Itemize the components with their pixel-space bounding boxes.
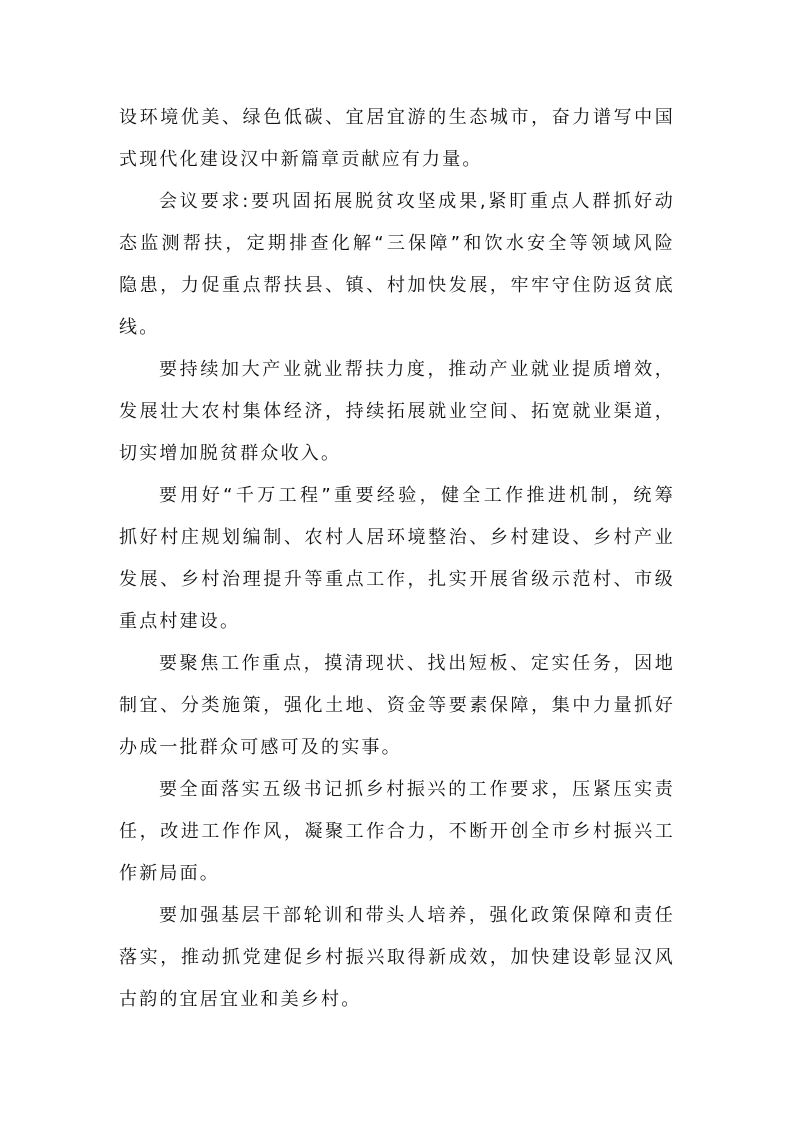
text-line: 态监测帮扶，定期排查化解“三保障”和饮水安全等领域风险 <box>119 233 675 254</box>
paragraph <box>119 475 675 643</box>
paragraph <box>119 349 675 475</box>
text-line: 重点村建设。 <box>119 611 241 632</box>
text-line: 作新局面。 <box>119 863 220 884</box>
text-line: 会议要求:要巩固拓展脱贫攻坚成果,紧盯重点人群抓好动 <box>159 191 675 212</box>
text-line: 制宜、分类施策，强化土地、资金等要素保障，集中力量抓好 <box>119 695 675 716</box>
paragraph <box>119 181 675 349</box>
text-line: 要聚焦工作重点，摸清现状、找出短板、定实任务，因地 <box>159 653 675 674</box>
text-line: 设环境优美、绿色低碳、宜居宜游的生态城市，奋力谱写中国 <box>119 107 675 128</box>
text-line: 落实，推动抓党建促乡村振兴取得新成效，加快建设彰显汉风 <box>119 947 675 968</box>
text-line: 古韵的宜居宜业和美乡村。 <box>119 989 362 1010</box>
paragraph <box>119 769 675 895</box>
paragraph <box>119 895 675 1021</box>
paragraph <box>119 97 675 181</box>
text-line: 办成一批群众可感可及的实事。 <box>119 737 402 758</box>
document-body <box>119 97 675 1021</box>
text-line: 发展、乡村治理提升等重点工作，扎实开展省级示范村、市级 <box>119 569 675 590</box>
text-line: 隐患，力促重点帮扶县、镇、村加快发展，牢牢守住防返贫底 <box>119 275 675 296</box>
text-line: 要加强基层干部轮训和带头人培养，强化政策保障和责任 <box>159 905 675 926</box>
text-line: 发展壮大农村集体经济，持续拓展就业空间、拓宽就业渠道， <box>119 401 675 422</box>
text-line: 切实增加脱贫群众收入。 <box>119 443 342 464</box>
text-line: 要持续加大产业就业帮扶力度，推动产业就业提质增效， <box>159 359 675 380</box>
text-line: 抓好村庄规划编制、农村人居环境整治、乡村建设、乡村产业 <box>119 527 675 548</box>
text-line: 任，改进工作作风，凝聚工作合力，不断开创全市乡村振兴工 <box>119 821 675 842</box>
text-line: 式现代化建设汉中新篇章贡献应有力量。 <box>119 149 483 170</box>
text-line: 要全面落实五级书记抓乡村振兴的工作要求，压紧压实责 <box>159 779 675 800</box>
paragraph <box>119 643 675 769</box>
text-line: 线。 <box>119 317 160 338</box>
text-line: 要用好“千万工程”重要经验，健全工作推进机制，统筹 <box>159 485 675 506</box>
